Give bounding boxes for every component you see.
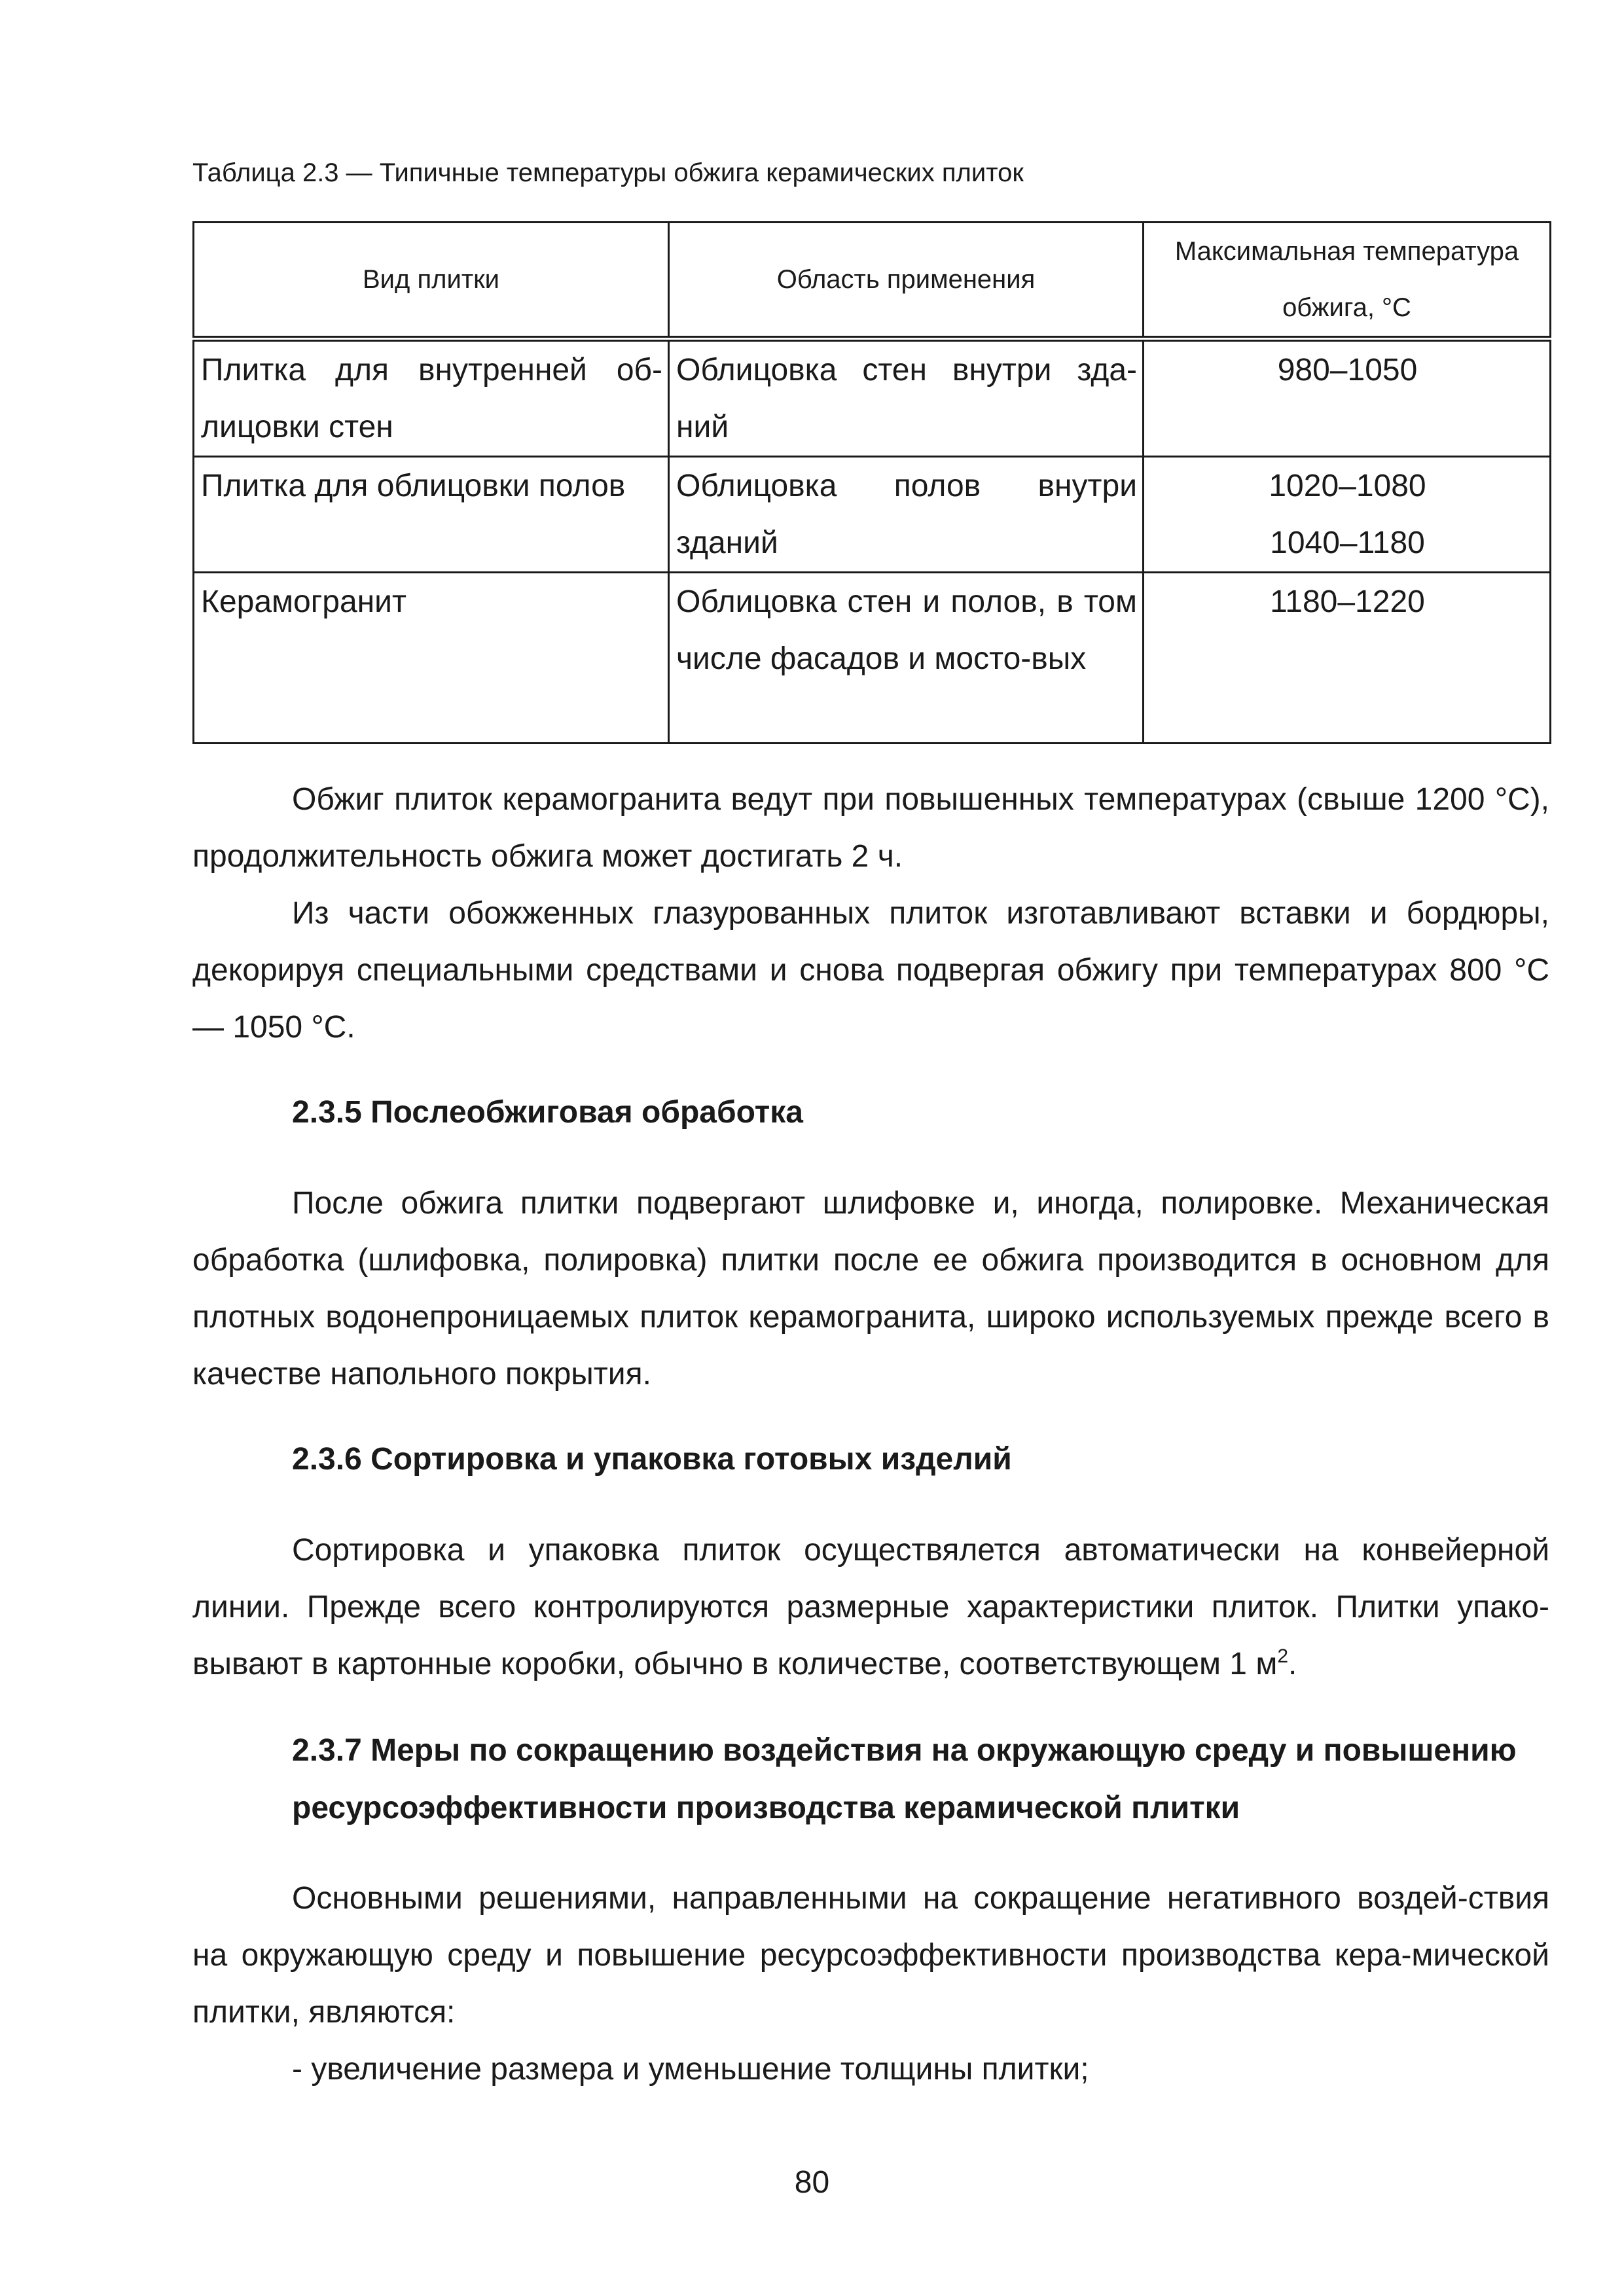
cell-tile-type: Плитка для облицовки полов: [194, 457, 669, 573]
table-row: [194, 457, 1551, 573]
table-header-row: [194, 223, 1551, 339]
section-heading: 2.3.6 Сортировка и упаковка готовых изделий: [292, 1442, 1012, 1477]
header-tile-type: Вид плитки: [194, 223, 669, 339]
paragraph: После обжига плитки подвергают шлифовке и, иногда, полировке. Механическая обработка (шлифовка, полировка) плитки после ее обжига производится в основном для плотных водонепроницаемых плиток керамогранита, широко используемых прежде всего в качестве напольного покрытия.: [192, 1186, 1549, 1391]
paragraph: Основными решениями, направленными на сокращение негативного воздей-ствия на окружающую среду и повышение ресурсоэффективности производства кера-мической плитки, являются:: [192, 1881, 1549, 2030]
paragraph: Из части обожженных глазурованных плиток изготавливают вставки и бордюры, декорируя специальными средствами и снова подвергая обжигу при температурах 800 °С — 1050 °С.: [192, 896, 1549, 1045]
header-max-temperature: Максимальная температура обжига, °С: [1144, 223, 1551, 339]
paragraph: Обжиг плиток керамогранита ведут при повышенных температурах (свыше 1200 °С), продолжительность обжига может достигать 2 ч.: [192, 782, 1549, 874]
page-number: 80: [794, 2165, 830, 2200]
table-caption: Таблица 2.3 — Типичные температуры обжига керамических плиток: [192, 158, 1024, 187]
list-item: - увеличение размера и уменьшение толщины плитки;: [292, 2052, 1089, 2087]
cell-tile-type: Керамогранит: [194, 573, 669, 744]
superscript: 2: [1277, 1645, 1289, 1667]
cell-application: Облицовка стен внутри зда-ний: [669, 339, 1144, 457]
section-heading: 2.3.5 Послеобжиговая обработка: [292, 1095, 803, 1130]
paragraph-text: Сортировка и упаковка плиток осуществялется автоматически на конвейерной линии. Прежде всего контролируются размерные характеристики плиток. Плитки упако-вывают в картонные коробки, обычно в количестве, соответствующем 1 м: [192, 1533, 1549, 1681]
firing-temperatures-table: [192, 221, 1551, 744]
cell-application: Облицовка полов внутри зданий: [669, 457, 1144, 573]
section-heading: 2.3.7 Меры по сокращению воздействия на окружающую среду и повышению ресурсоэффективности производства керамической плитки: [292, 1733, 1517, 1825]
cell-tile-type: Плитка для внутренней об-лицовки стен: [194, 339, 669, 457]
paragraph-end: .: [1288, 1647, 1297, 1681]
cell-temperature: 980–1050: [1144, 339, 1551, 457]
table-row: [194, 573, 1551, 744]
paragraph: [192, 1522, 1549, 1693]
header-application: Область применения: [669, 223, 1144, 339]
cell-application: Облицовка стен и полов, в том числе фасадов и мосто-вых: [669, 573, 1144, 744]
table-row: [194, 339, 1551, 457]
cell-temperature: 1180–1220: [1144, 573, 1551, 744]
cell-temperature: 1020–1080 1040–1180: [1144, 457, 1551, 573]
